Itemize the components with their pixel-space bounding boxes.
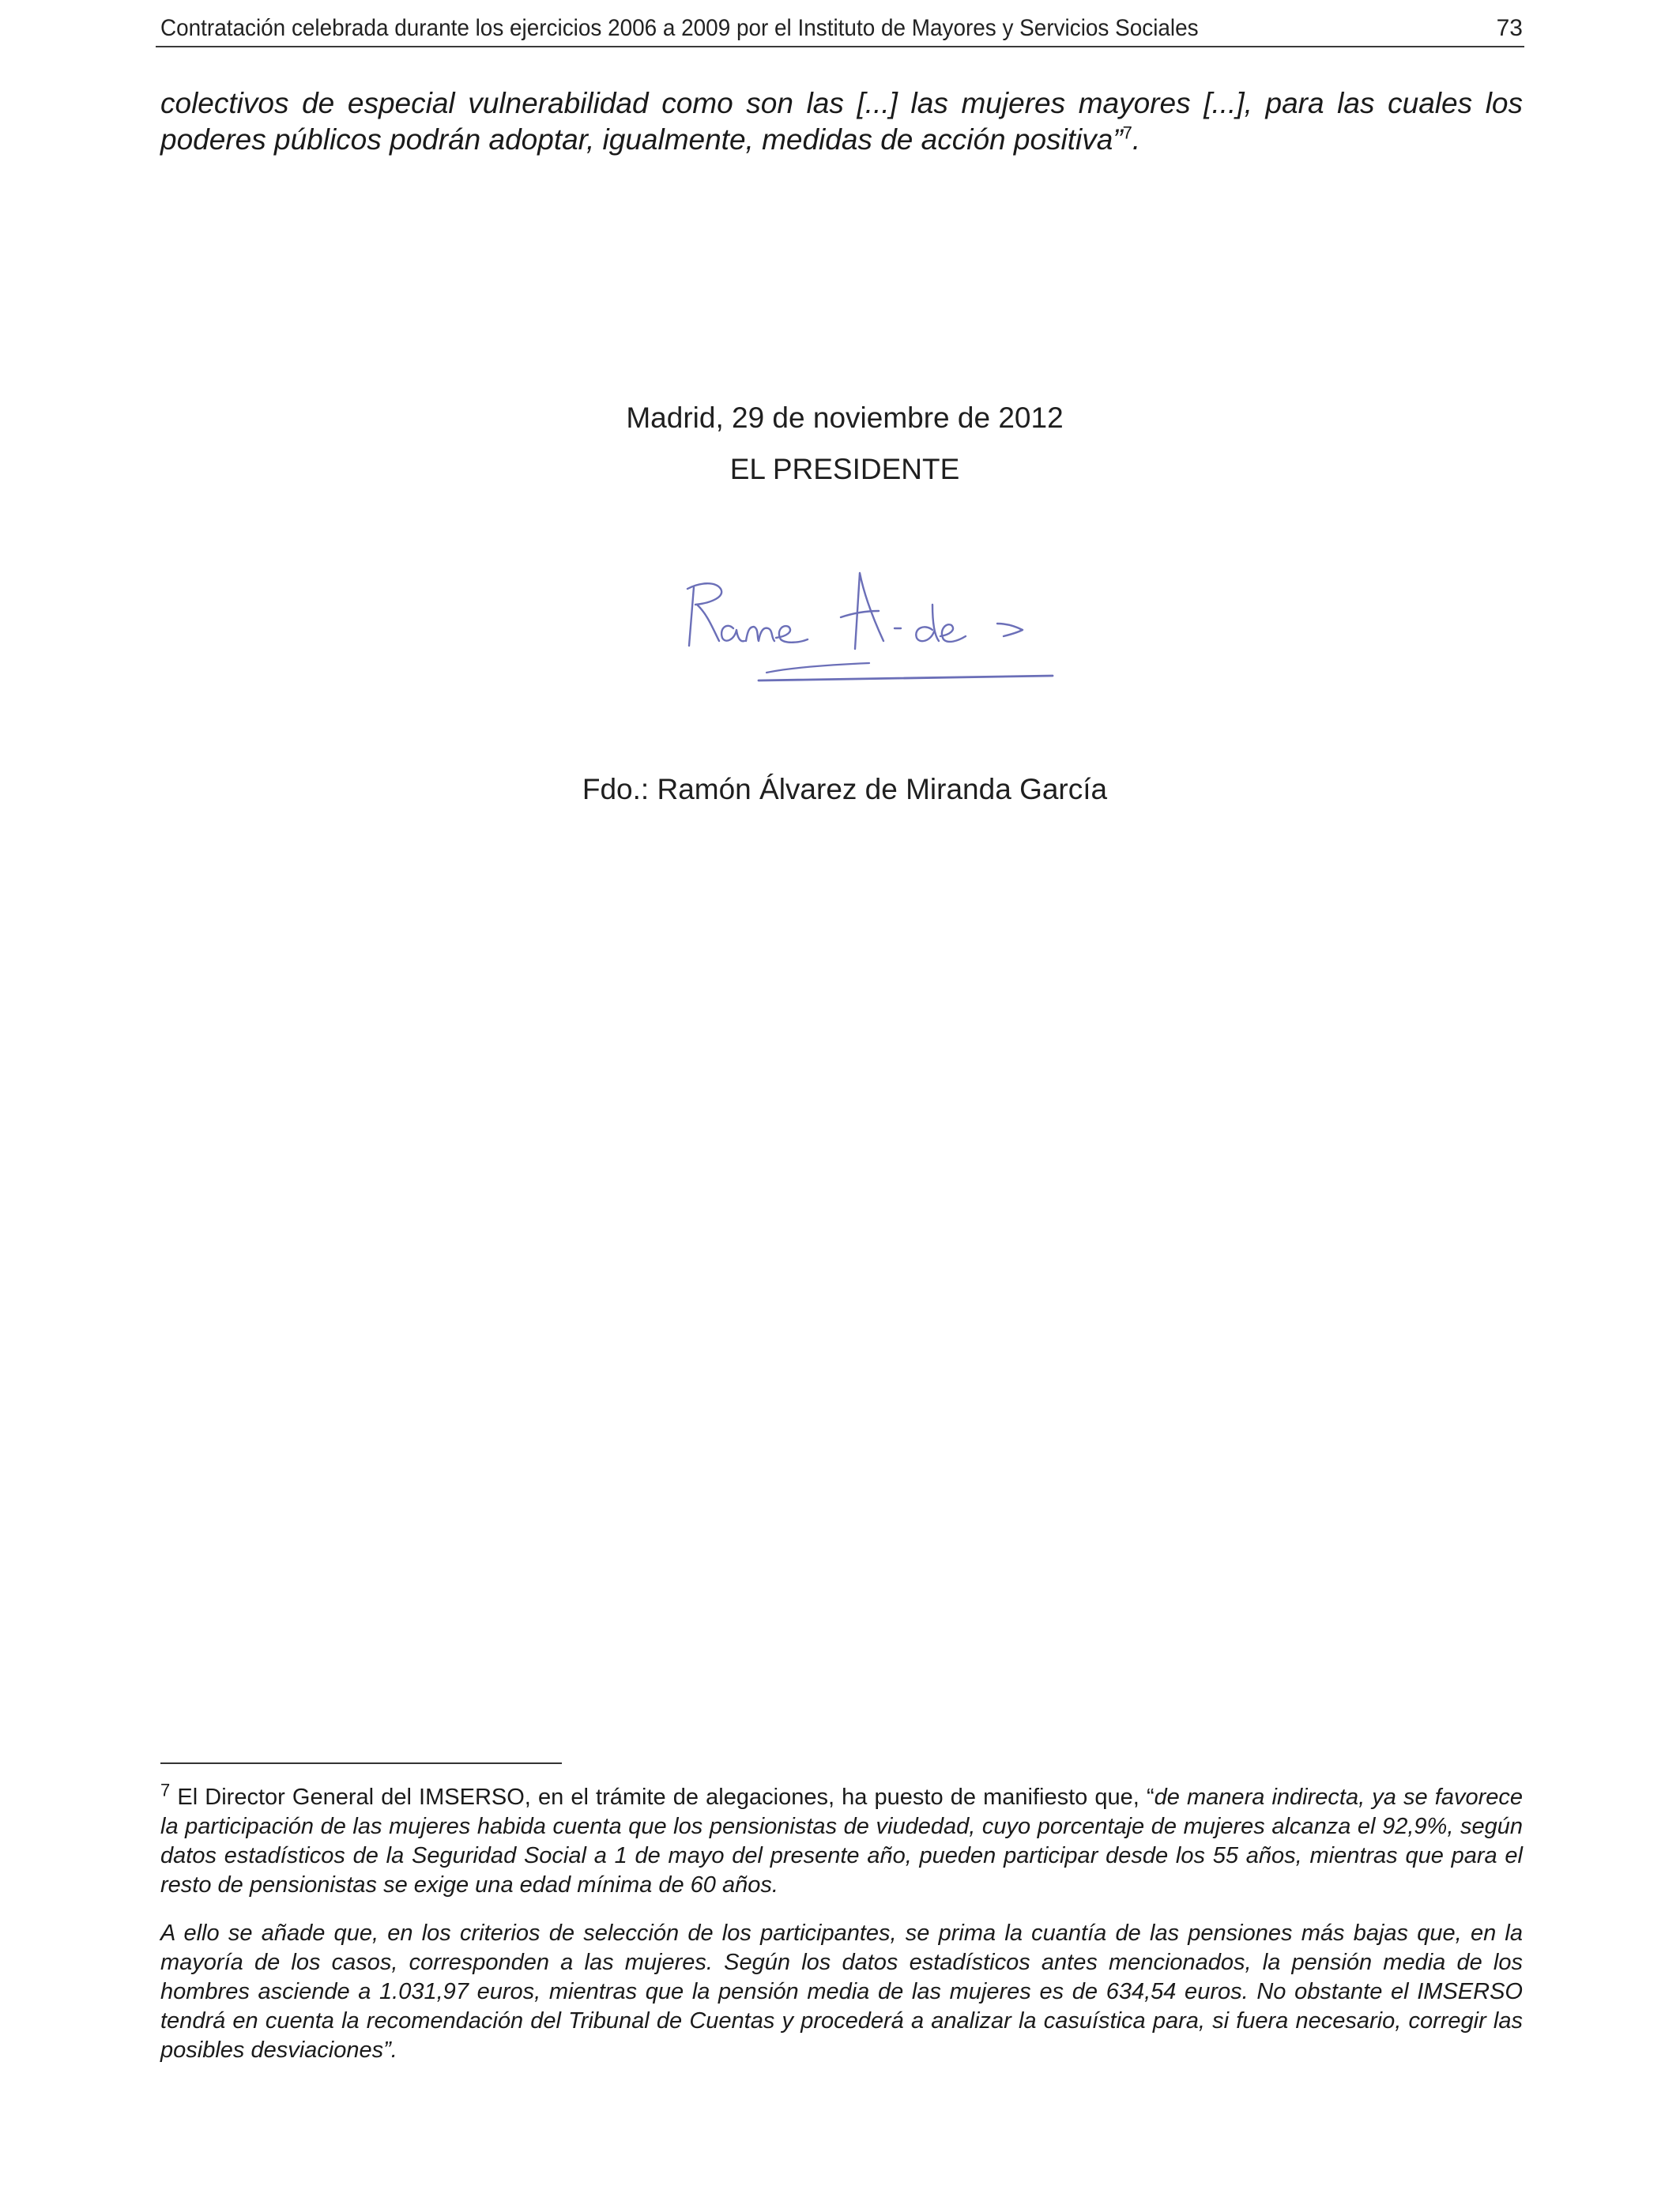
footnote-paragraph <box>160 1780 1524 1900</box>
handwritten-signature <box>672 565 1059 707</box>
footnote-marker: 7 <box>160 1780 171 1800</box>
signer-role: EL PRESIDENTE <box>729 453 960 485</box>
page-number: 73 <box>1496 15 1523 41</box>
quote-text: colectivos de especial vulnerabilidad como son las [...] las mujeres mayores [...], para las cuales los poderes públicos podrán adoptar, igualmente, medidas de acción positiva” <box>160 87 1523 156</box>
quote-end: . <box>1132 123 1141 156</box>
signer-name: Fdo.: Ramón Álvarez de Miranda García <box>582 773 1108 805</box>
quoted-paragraph <box>160 85 1523 158</box>
footnote-paragraph-continued <box>160 1919 1523 2065</box>
page-header <box>156 11 1524 47</box>
footnote-intro: El Director General del IMSERSO, en el trámite de alegaciones, ha puesto de manifiesto que, “ <box>170 1785 1155 1810</box>
footnote-separator <box>160 1762 562 1764</box>
header-title: Contratación celebrada durante los ejercicios 2006 a 2009 por el Instituto de Mayores y Servicios Sociales <box>160 15 1199 41</box>
place-date: Madrid, 29 de noviembre de 2012 <box>626 401 1064 434</box>
footnote-reference[interactable]: 7 <box>1122 123 1132 143</box>
footnote-quote-part2: A ello se añade que, en los criterios de selección de los participantes, se prima la cuantía de las pensiones más bajas que, en la mayoría de los casos, corresponden a las mujeres. Según los datos estadísticos antes mencionados, la pensión media de los hombres asciende a 1.031,97 euros, mientras que la pensión media de las mujeres es de 634,54 euros. No obstante el IMSERSO tendrá en cuenta la recomendación del Tribunal de Cuentas y procederá a analizar la casuística para, si fuera necesario, corregir las posibles desviaciones”. <box>160 1921 1523 2063</box>
footnote-quote-part1: de manera indirecta, ya se favorece la participación de las mujeres habida cuenta que los pensionistas de viudedad, cuyo porcentaje de mujeres alcanza el 92,9%, según datos estadísticos de la Seguridad Social a 1 de mayo del presente año, pueden participar desde los 55 años, mientras que para el resto de pensionistas se exige una edad mínima de 60 años. <box>160 1785 1524 1898</box>
